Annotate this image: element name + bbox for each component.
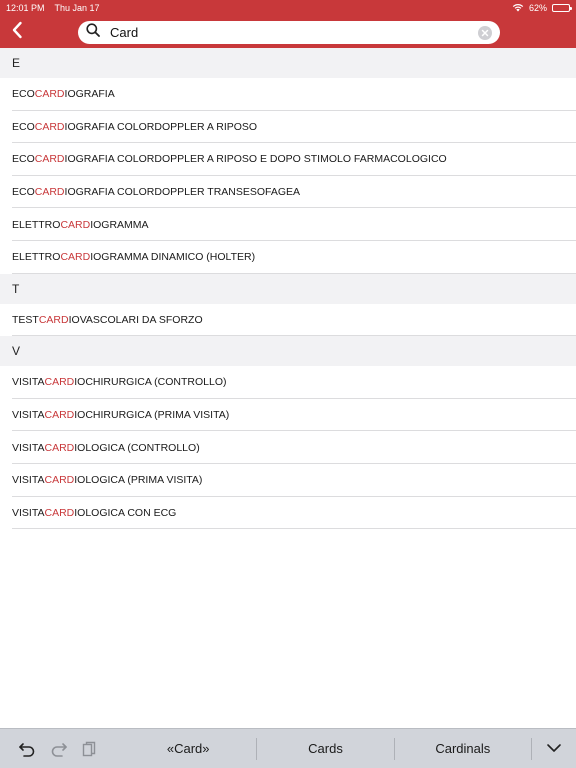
list-item[interactable]	[0, 143, 576, 176]
status-bar	[0, 0, 576, 16]
item-text: IOLOGICA CON ECG	[74, 506, 177, 519]
battery-icon	[552, 4, 570, 12]
item-text: IOGRAFIA COLORDOPPLER A RIPOSO E DOPO STIMOLO FARMACOLOGICO	[64, 153, 447, 166]
section-header-e: E	[0, 48, 576, 78]
search-field[interactable]	[78, 21, 500, 44]
list-item[interactable]	[0, 208, 576, 241]
match-highlight: CARD	[44, 376, 75, 389]
match-highlight: CARD	[60, 218, 91, 231]
suggestion-cards[interactable]: Cards	[257, 738, 394, 760]
item-text: ELETTRO	[12, 251, 61, 264]
battery-percent: 62%	[528, 3, 547, 13]
match-highlight: CARD	[44, 506, 75, 519]
section-header-t: T	[0, 274, 576, 304]
suggestion-quoted[interactable]: «Card»	[120, 738, 257, 760]
section-header-v: V	[0, 336, 576, 366]
item-text: ECO	[12, 88, 35, 101]
redo-icon[interactable]	[50, 741, 68, 757]
wifi-icon	[512, 3, 524, 14]
match-highlight: CARD	[44, 441, 75, 454]
list-item[interactable]	[0, 399, 576, 432]
item-text: IOGRAFIA	[64, 88, 115, 101]
dismiss-keyboard-button[interactable]	[532, 740, 576, 758]
item-text: IOGRAFIA COLORDOPPLER TRANSESOFAGEA	[64, 186, 301, 199]
search-input[interactable]	[110, 23, 478, 43]
search-icon	[86, 23, 100, 42]
undo-icon[interactable]	[18, 741, 36, 757]
item-text: IOCHIRURGICA (CONTROLLO)	[74, 376, 227, 389]
match-highlight: CARD	[44, 474, 75, 487]
item-text: VISITA	[12, 474, 45, 487]
match-highlight: CARD	[34, 120, 65, 133]
item-text: ECO	[12, 186, 35, 199]
clear-circle-icon	[481, 24, 489, 42]
paste-icon[interactable]	[82, 741, 96, 757]
back-button[interactable]	[0, 16, 34, 48]
list-item[interactable]	[0, 241, 576, 274]
item-text: VISITA	[12, 376, 45, 389]
item-text: IOCHIRURGICA (PRIMA VISITA)	[74, 409, 230, 422]
list-item[interactable]	[0, 464, 576, 497]
match-highlight: CARD	[34, 153, 65, 166]
list-item[interactable]	[0, 176, 576, 209]
item-text: ELETTRO	[12, 218, 61, 231]
item-text: VISITA	[12, 441, 45, 454]
list-item[interactable]	[0, 497, 576, 530]
item-text: IOGRAMMA	[90, 218, 149, 231]
match-highlight: CARD	[44, 409, 75, 422]
match-highlight: CARD	[34, 186, 65, 199]
suggestion-cardinals[interactable]: Cardinals	[395, 738, 532, 760]
clear-search-button[interactable]	[478, 26, 492, 40]
list-item[interactable]	[0, 431, 576, 464]
results-list	[0, 48, 576, 529]
item-text: TEST	[12, 313, 39, 326]
item-text: ECO	[12, 120, 35, 133]
chevron-left-icon	[11, 21, 23, 44]
match-highlight: CARD	[38, 313, 69, 326]
list-item[interactable]	[0, 366, 576, 399]
autocorrect-suggestions	[120, 729, 532, 768]
status-time: 12:01 PM	[6, 3, 45, 13]
item-text: IOVASCOLARI DA SFORZO	[68, 313, 203, 326]
chevron-down-icon	[546, 740, 562, 758]
item-text: IOGRAFIA COLORDOPPLER A RIPOSO	[64, 120, 258, 133]
list-item[interactable]	[0, 304, 576, 337]
item-text: IOLOGICA (CONTROLLO)	[74, 441, 200, 454]
keyboard-shortcut-bar	[0, 728, 576, 768]
match-highlight: CARD	[34, 88, 65, 101]
status-date: Thu Jan 17	[54, 3, 100, 13]
list-item[interactable]	[0, 111, 576, 144]
match-highlight: CARD	[60, 251, 91, 264]
item-text: IOGRAMMA DINAMICO (HOLTER)	[90, 251, 256, 264]
item-text: VISITA	[12, 506, 45, 519]
nav-bar	[0, 16, 576, 48]
list-item[interactable]	[0, 78, 576, 111]
item-text: ECO	[12, 153, 35, 166]
item-text: VISITA	[12, 409, 45, 422]
item-text: IOLOGICA (PRIMA VISITA)	[74, 474, 203, 487]
